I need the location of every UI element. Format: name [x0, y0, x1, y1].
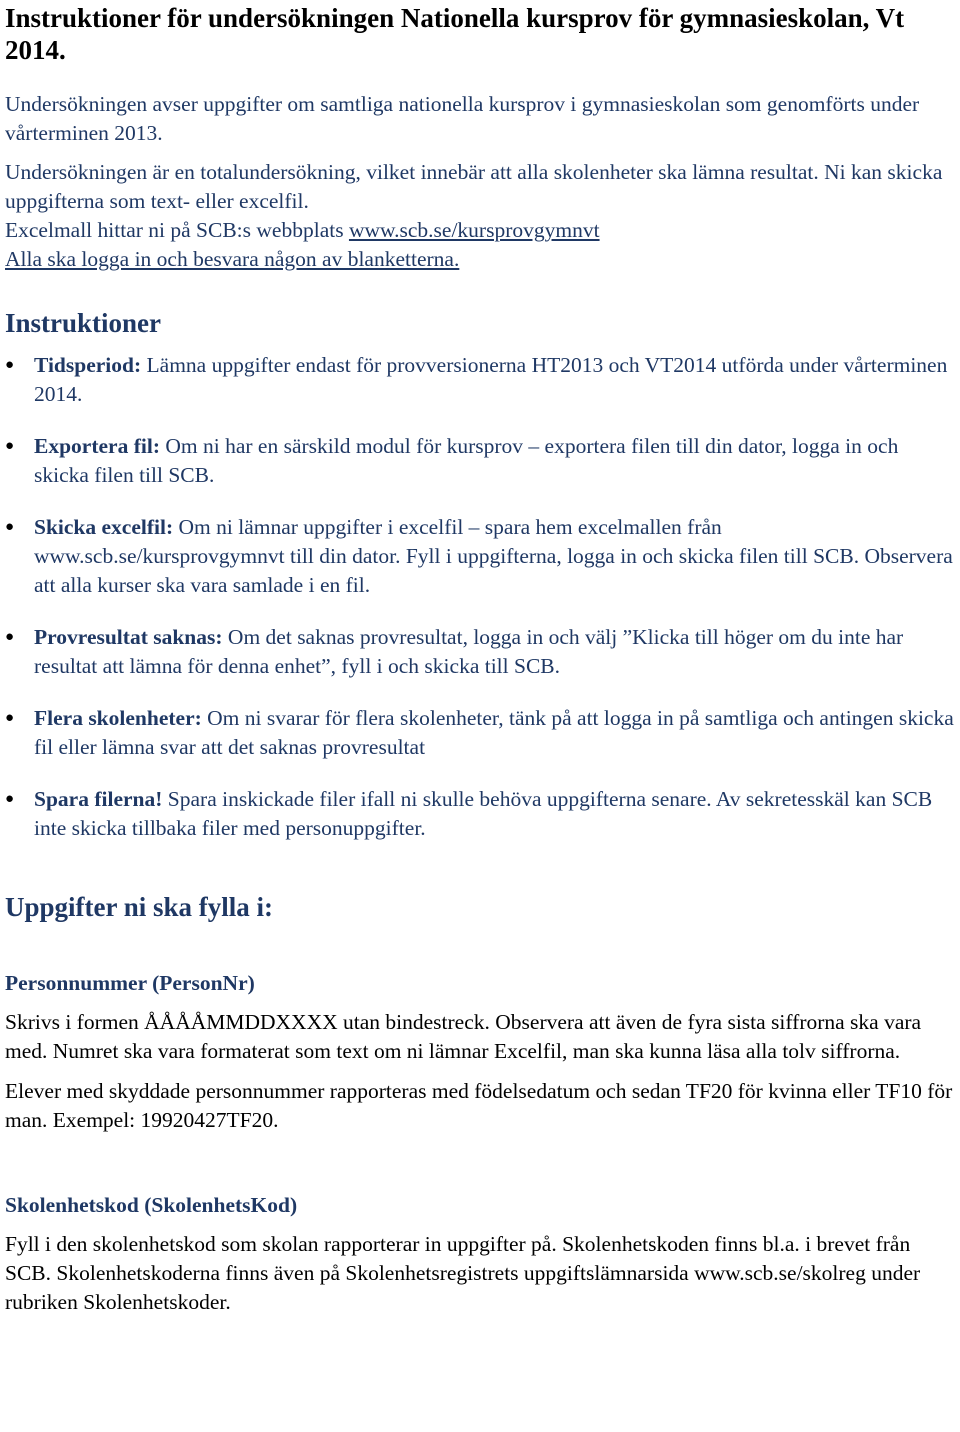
personnummer-description: Skrivs i formen ÅÅÅÅMMDDXXXX utan bindestreck. Observera att även de fyra sista siffrorna ska vara med. Numret ska vara formaterat som text om ni lämnar Excelfil, man ska kunna läsa alla tolv siffrorna.	[5, 1010, 922, 1063]
instruction-term: Flera skolenheter:	[34, 706, 202, 730]
instruction-item	[5, 351, 954, 409]
instruction-term: Spara filerna!	[34, 787, 163, 811]
bullet-icon: ●	[5, 357, 15, 373]
instruction-text: Lämna uppgifter endast för provversionerna HT2013 och VT2014 utförda under vårterminen 2014.	[34, 353, 948, 406]
fill-in-heading: Uppgifter ni ska fylla i:	[5, 892, 274, 922]
intro-paragraph-scope: Undersökningen avser uppgifter om samtliga nationella kursprov i gymnasieskolan som genomförts under vårterminen 2013.	[5, 92, 920, 145]
kursprov-link[interactable]: www.scb.se/kursprovgymnvt	[348, 218, 600, 242]
instruction-item	[5, 785, 954, 843]
bullet-icon: ●	[5, 438, 15, 454]
skolenhetskod-heading: Skolenhetskod (SkolenhetsKod)	[5, 1193, 298, 1217]
personnummer-heading: Personnummer (PersonNr)	[5, 971, 255, 995]
skolenhetskod-description: Fyll i den skolenhetskod som skolan rapporterar in uppgifter på. Skolenhetskoden finns bl.a. i brevet från SCB. Skolenhetskoderna finns även på Skolenhetsregistrets uppgiftslämnarsida www.scb.se/skolreg under rubriken Skolenhetskoder.	[5, 1232, 921, 1314]
instructions-heading: Instruktioner	[5, 308, 162, 338]
instruction-item	[5, 623, 954, 681]
instruction-term: Exportera fil:	[34, 434, 160, 458]
instructions-list	[5, 351, 954, 843]
bullet-icon: ●	[5, 791, 15, 807]
intro-section	[5, 90, 954, 274]
instruction-text: Om det saknas provresultat, logga in och välj ”Klicka till höger om du inte har resultat att lämna för denna enhet”, fyll i och skicka till SCB.	[34, 625, 904, 678]
personnummer-protected: Elever med skyddade personnummer rapporteras med födelsedatum och sedan TF20 för kvinna eller TF10 för man. Exempel: 19920427TF20.	[5, 1079, 953, 1132]
instruction-text: Spara inskickade filer ifall ni skulle behöva uppgifterna senare. Av sekretesskäl kan SCB inte skicka tillbaka filer med personuppgifter.	[34, 787, 933, 840]
instruction-text: Om ni har en särskild modul för kursprov – exportera filen till din dator, logga in och skicka filen till SCB.	[34, 434, 899, 487]
instruction-item	[5, 432, 954, 490]
bullet-icon: ●	[5, 710, 15, 726]
instruction-term: Tidsperiod:	[34, 353, 142, 377]
bullet-icon: ●	[5, 629, 15, 645]
instruction-term: Skicka excelfil:	[34, 515, 174, 539]
instruction-term: Provresultat saknas:	[34, 625, 223, 649]
login-notice: Alla ska logga in och besvara någon av blanketterna.	[5, 247, 460, 271]
intro-excel-text: Excelmall hittar ni på SCB:s webbplats	[5, 218, 344, 242]
bullet-icon: ●	[5, 519, 15, 535]
document-title: Instruktioner för undersökningen Nationella kursprov för gymnasieskolan, Vt 2014.	[5, 3, 905, 65]
instruction-text: Om ni lämnar uppgifter i excelfil – spara hem excelmallen från www.scb.se/kursprovgymnvt till din dator. Fyll i uppgifterna, logga in och skicka filen till SCB. Observera att alla kurser ska vara samlade i en fil.	[34, 515, 953, 597]
instruction-item	[5, 704, 954, 762]
intro-paragraph-total	[5, 158, 954, 245]
instruction-item	[5, 513, 954, 600]
instruction-text: Om ni svarar för flera skolenheter, tänk på att logga in på samtliga och antingen skicka fil eller lämna svar att det saknas provresultat	[34, 706, 954, 759]
intro-total-text: Undersökningen är en totalundersökning, vilket innebär att alla skolenheter ska lämna resultat. Ni kan skicka uppgifterna som text- eller excelfil.	[5, 160, 943, 213]
